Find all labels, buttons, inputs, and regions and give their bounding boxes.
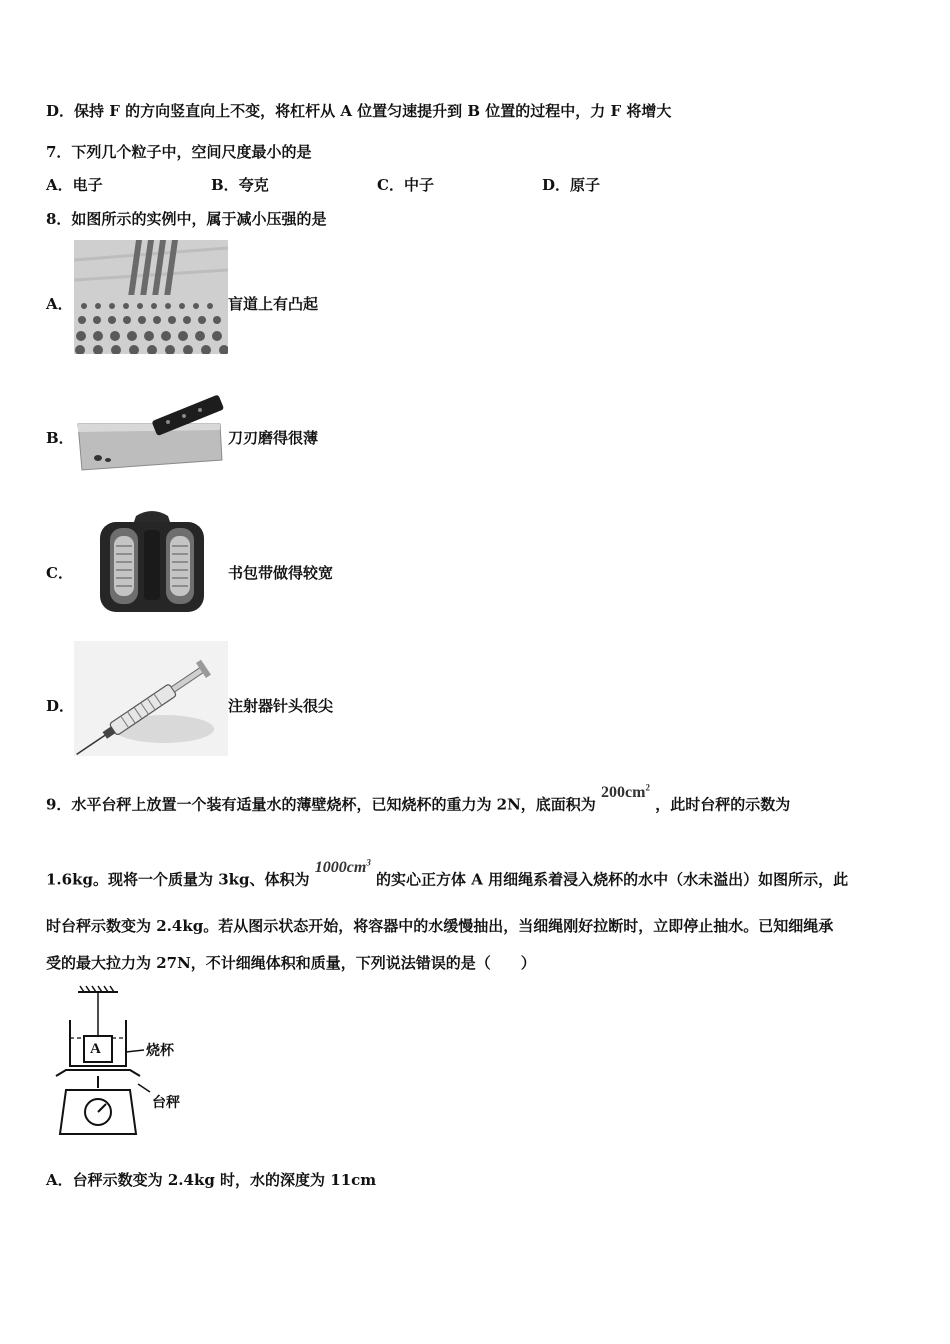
q9-figure-block-label: A [90,1041,101,1057]
q8-option-b-label: B． [46,429,74,447]
q8-option-b-text: 刀刃磨得很薄 [228,429,319,447]
q7-option-d-text: 原子 [570,176,601,194]
q9-line-1 [46,783,791,815]
backpack-icon [96,506,208,616]
q9-line-2 [46,858,849,890]
q8-option-c-label: C． [46,564,73,582]
q7-option-b[interactable] [211,175,269,195]
q9-line-1-pre: 9．水平台秤上放置一个装有适量水的薄壁烧杯，已知烧杯的重力为 2N，底面积为 [46,795,596,814]
syringe-icon [74,641,228,756]
q9-line-3: 时台秤示数变为 2.4kg。若从图示状态开始，将容器中的水缓慢抽出，当细绳刚好拉断时，立即停止抽水。已知细绳承 [46,917,834,935]
q9-volume-formula: $1000cm^3$ [314,858,371,877]
q7-option-a-label: A． [46,176,73,194]
q7-option-a-text: 电子 [72,176,103,194]
q9-area-formula: $200cm^2$ [601,783,650,802]
q9-figure-scale-label: 台秤 [152,1095,180,1111]
q7-stem: 7．下列几个粒子中，空间尺度最小的是 [46,143,312,161]
q8-option-d-label: D． [46,697,75,715]
q9-figure [48,984,198,1136]
q9-line-1-post: ，此时台秤的示数为 [655,795,791,814]
q9-line-2-post: 的实心正方体 A 用细绳系着浸入烧杯的水中（水未溢出）如图所示，此 [376,870,849,889]
q8-option-a-label: A． [46,295,73,313]
q9-line-4: 受的最大拉力为 27N，不计细绳体积和质量，下列说法错误的是（ ） [46,954,536,972]
tactile-paving-icon [74,240,228,354]
q9-option-a[interactable]: A．台秤示数变为 2.4kg 时，水的深度为 11cm [46,1171,377,1189]
q7-option-c-text: 中子 [403,176,434,194]
q7-option-c[interactable] [377,175,434,195]
q7-option-c-label: C． [377,176,404,194]
q7-option-b-label: B． [211,176,239,194]
q8-option-d-text: 注射器针头很尖 [228,697,334,715]
q7-option-a[interactable] [46,175,103,195]
q8-option-c-text: 书包带做得较宽 [228,564,334,582]
q7-option-d[interactable] [542,175,600,195]
q7-option-d-label: D． [542,176,571,194]
q6-option-d: D．保持 F 的方向竖直向上不变，将杠杆从 A 位置匀速提升到 B 位置的过程中，力 F 将增大 [46,102,672,120]
cleaver-knife-icon [74,380,228,472]
q8-stem: 8．如图所示的实例中，属于减小压强的是 [46,210,327,228]
q7-option-b-text: 夸克 [238,176,269,194]
q8-option-a-text: 盲道上有凸起 [228,295,319,313]
q9-line-2-pre: 1.6kg。现将一个质量为 3kg、体积为 [46,870,310,889]
q9-figure-beaker-label: 烧杯 [146,1043,174,1059]
